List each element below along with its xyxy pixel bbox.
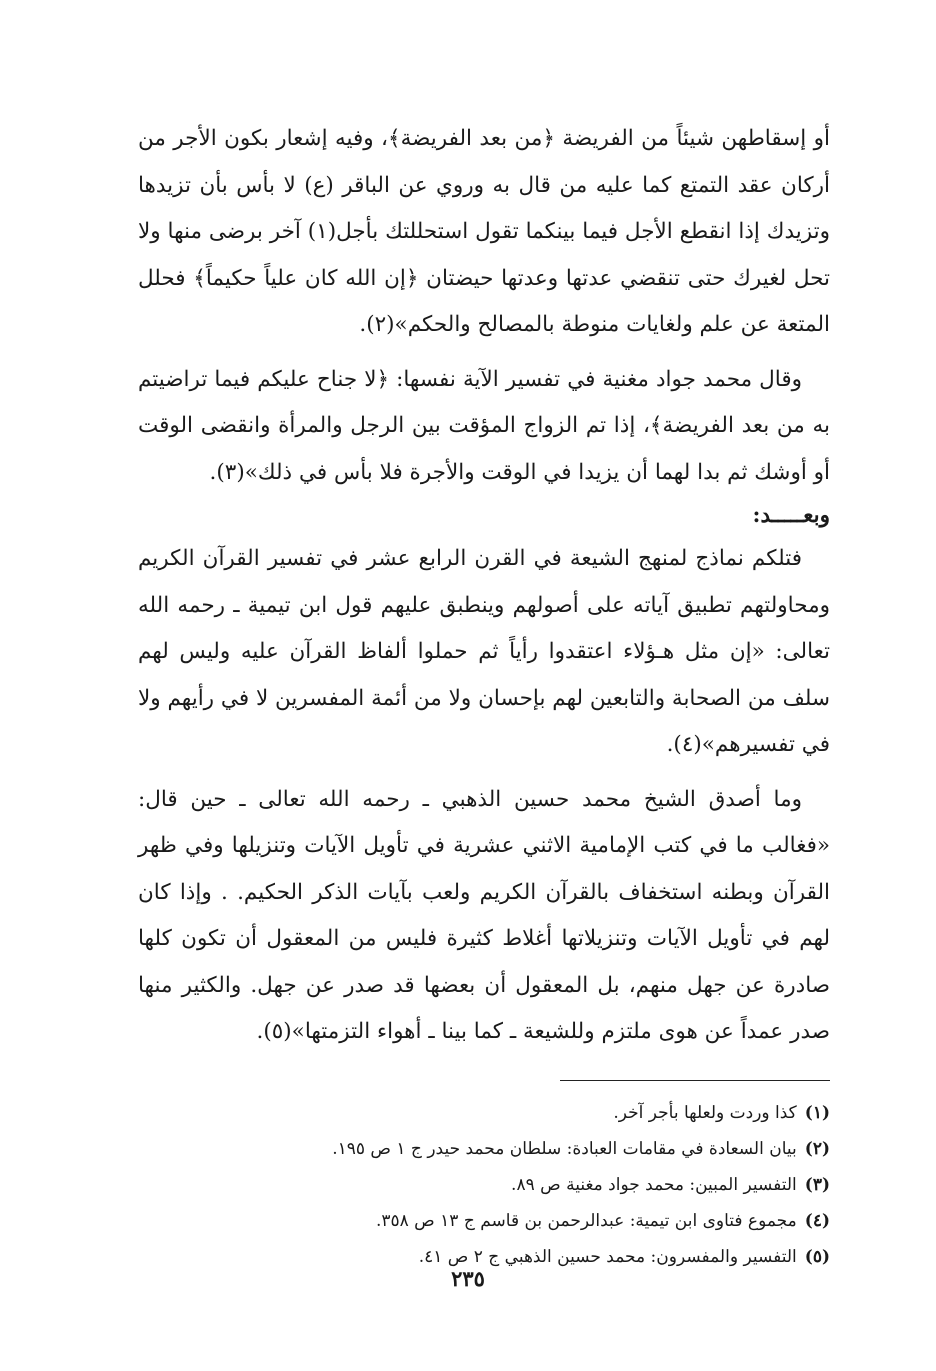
footnote-item: [138, 1167, 830, 1203]
section-heading: وبعـــــد:: [752, 503, 830, 528]
footnote-number: (٥): [804, 1246, 830, 1267]
footnotes-list: [138, 1095, 830, 1275]
footnote-number: (١): [804, 1102, 830, 1123]
page-number: ٢٣٥: [451, 1266, 485, 1291]
footnote-item: [138, 1131, 830, 1167]
footnote-item: [138, 1095, 830, 1131]
footnote-number: (٤): [804, 1210, 830, 1231]
footnote-number: (٣): [804, 1174, 830, 1195]
paragraph-dhahabi-quote: وما أصدق الشيخ محمد حسين الذهبي ـ رحمه الله تعالى ـ حين قال: «فغالب ما في كتب الإمامية الاثني عشرية في تأويل الآيات وتنزيلها وفي ظهر القرآن وبطنه استخفاف بالقرآن الكريم ولعب بآيات الذكر الحكيم. . وإذا كان لهم في تأويل الآيات وتنزيلاتها أغلاط كثيرة فليس من المعقول أن تكون كلها صادرة عن جهل منهم، بل المعقول أن بعضها قد صدر عن جهل. والكثير منها صدر عمداً عن هوى ملتزم وللشيعة ـ كما بينا ـ أهواء التزمتها»(٥).: [138, 786, 830, 1044]
paragraph-mughniyya-quote: وقال محمد جواد مغنية في تفسير الآية نفسها: ﴿لا جناح عليكم فيما تراضيتم به من بعد الفريضة﴾، إذا تم الزواج المؤقت بين الرجل والمرأة وانقضى الوقت أو أوشك ثم بدا لهما أن يزيدا في الوقت والأجرة فلا بأس في ذلك»(٣).: [138, 366, 830, 485]
paragraph-continuation: أو إسقاطهن شيئاً من الفريضة ﴿من بعد الفريضة﴾، وفيه إشعار بكون الأجر من أركان عقد التمتع كما عليه من قال به وروي عن الباقر (ع) لا بأس بأن تزيدها وتزيدك إذا انقطع الأجل فيما بينكما تقول استحللتك بأجل(١) آخر برضى منها ولا تحل لغيرك حتى تنقضي عدتها وعدتها حيضتان ﴿إن الله كان علياً حكيماً﴾ فحلل المتعة عن علم ولغايات منوطة بالمصالح والحكم»(٢).: [138, 126, 830, 337]
footnote-text: التفسير والمفسرون: محمد حسين الذهبي ج ٢ ص ٤١.: [418, 1246, 797, 1267]
paragraph-gap: [138, 349, 830, 357]
paragraph-gap: [138, 769, 830, 777]
footnote-separator: [560, 1080, 830, 1081]
footnote-text: التفسير المبين: محمد جواد مغنية ص ٨٩.: [511, 1174, 797, 1195]
page-body: [138, 116, 830, 1275]
paragraph-ibn-taymiyya-quote: فتلكم نماذج لمنهج الشيعة في القرن الرابع عشر في تفسير القرآن الكريم ومحاولتهم تطبيق آياته على أصولهم وينطبق عليهم قول ابن تيمية ـ رحمه الله تعالى: «إن مثل هـؤلاء اعتقدوا رأياً ثم حملوا ألفاظ القرآن عليه وليس لهم سلف من الصحابة والتابعين لهم بإحسان ولا من أئمة المفسرين لا في رأيهم ولا في تفسيرهم»(٤).: [138, 546, 830, 757]
footnote-text: كذا وردت ولعلها بأجر آخر.: [613, 1102, 797, 1123]
footnote-text: مجموع فتاوى ابن تيمية: عبدالرحمن بن قاسم ج ١٣ ص ٣٥٨.: [375, 1210, 797, 1231]
footnote-item: [138, 1203, 830, 1239]
footnote-text: بيان السعادة في مقامات العبادة: سلطان محمد حيدر ج ١ ص ١٩٥.: [332, 1138, 797, 1159]
footnote-number: (٢): [804, 1138, 830, 1159]
